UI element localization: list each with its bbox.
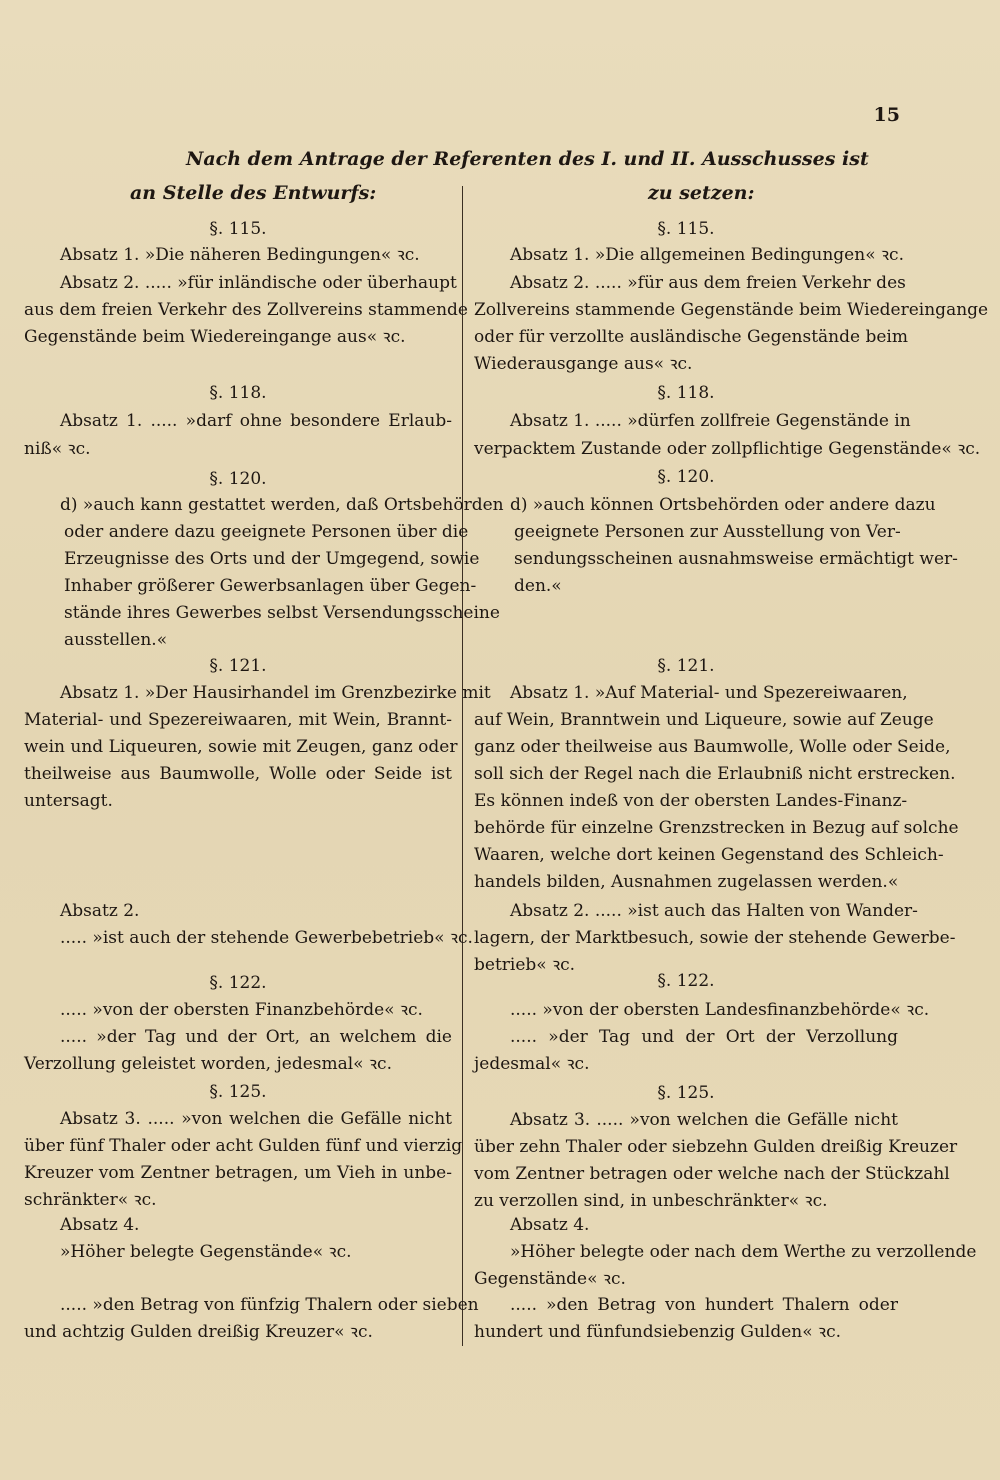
- section-heading: §. 122.: [209, 973, 267, 993]
- text-line: ausstellen.«: [64, 630, 168, 650]
- text-line: soll sich der Regel nach die Erlaubniß nicht erstrecken.: [474, 764, 956, 784]
- text-line: ..... »der Tag und der Ort der Verzollung: [510, 1027, 898, 1047]
- section-heading: §. 118.: [209, 383, 267, 403]
- text-line: d) »auch können Ortsbehörden oder andere dazu: [510, 495, 936, 515]
- text-line: ganz oder theilweise aus Baumwolle, Wolle oder Seide,: [474, 737, 951, 757]
- text-line: Inhaber größerer Gewerbsanlagen über Gegen-: [64, 576, 477, 596]
- text-line: den.«: [514, 576, 562, 596]
- text-line: ..... »ist auch der stehende Gewerbebetrieb« ꝛc.: [60, 928, 473, 948]
- text-line: ..... »von der obersten Landesfinanzbehörde« ꝛc.: [510, 1000, 930, 1020]
- section-heading: §. 122.: [657, 971, 715, 991]
- text-line: aus dem freien Verkehr des Zollvereins stammende: [24, 300, 468, 320]
- text-line: oder andere dazu geeignete Personen über die: [64, 522, 469, 542]
- text-line: Absatz 1. »Die näheren Bedingungen« ꝛc.: [60, 245, 420, 265]
- text-line: jedesmal« ꝛc.: [474, 1054, 590, 1074]
- text-line: hundert und fünfundsiebenzig Gulden« ꝛc.: [474, 1322, 842, 1342]
- text-line: niß« ꝛc.: [24, 439, 91, 459]
- text-line: und achtzig Gulden dreißig Kreuzer« ꝛc.: [24, 1322, 373, 1342]
- text-line: ..... »von der obersten Finanzbehörde« ꝛc.: [60, 1000, 423, 1020]
- text-line: stände ihres Gewerbes selbst Versendungsscheine: [64, 603, 500, 623]
- text-line: »Höher belegte Gegenstände« ꝛc.: [60, 1242, 352, 1262]
- text-line: Absatz 2. ..... »ist auch das Halten von Wander-: [510, 901, 918, 921]
- section-heading: §. 120.: [209, 469, 267, 489]
- text-line: Absatz 1. »Der Hausirhandel im Grenzbezirke mit: [60, 683, 491, 703]
- right-column: [474, 0, 989, 1480]
- left-column-header: an Stelle des Entwurfs:: [130, 182, 377, 204]
- section-heading: §. 115.: [657, 219, 715, 239]
- section-heading: §. 125.: [209, 1082, 267, 1102]
- text-line: Waaren, welche dort keinen Gegenstand des Schleich-: [474, 845, 944, 865]
- text-line: Absatz 1. »Die allgemeinen Bedingungen« ꝛc.: [510, 245, 904, 265]
- text-line: Absatz 2.: [60, 901, 140, 921]
- section-heading: §. 121.: [209, 656, 267, 676]
- text-line: Kreuzer vom Zentner betragen, um Vieh in unbe-: [24, 1163, 452, 1183]
- text-line: theilweise aus Baumwolle, Wolle oder Seide ist: [24, 764, 452, 784]
- section-heading: §. 115.: [209, 219, 267, 239]
- text-line: ..... »den Betrag von fünfzig Thalern oder sieben: [60, 1295, 479, 1315]
- column-divider: [462, 186, 463, 1346]
- text-line: geeignete Personen zur Ausstellung von Ver-: [514, 522, 901, 542]
- text-line: Gegenstände« ꝛc.: [474, 1269, 626, 1289]
- text-line: vom Zentner betragen oder welche nach der Stückzahl: [474, 1164, 950, 1184]
- text-line: behörde für einzelne Grenzstrecken in Bezug auf solche: [474, 818, 959, 838]
- text-line: handels bilden, Ausnahmen zugelassen werden.«: [474, 872, 899, 892]
- text-line: Absatz 1. ..... »dürfen zollfreie Gegenstände in: [510, 411, 911, 431]
- text-line: Es können indeß von der obersten Landes-Finanz-: [474, 791, 908, 811]
- text-line: über fünf Thaler oder acht Gulden fünf und vierzig: [24, 1136, 463, 1156]
- text-line: Absatz 1. ..... »darf ohne besondere Erlaub-: [60, 411, 452, 431]
- text-line: betrieb« ꝛc.: [474, 955, 576, 975]
- text-line: ..... »der Tag und der Ort, an welchem die: [60, 1027, 452, 1047]
- text-line: lagern, der Marktbesuch, sowie der stehende Gewerbe-: [474, 928, 956, 948]
- text-line: oder für verzollte ausländische Gegenstände beim: [474, 327, 908, 347]
- text-line: wein und Liqueuren, sowie mit Zeugen, ganz oder: [24, 737, 458, 757]
- right-column-header: zu setzen:: [648, 182, 755, 204]
- section-heading: §. 120.: [657, 467, 715, 487]
- text-line: untersagt.: [24, 791, 113, 811]
- text-line: »Höher belegte oder nach dem Werthe zu verzollende: [510, 1242, 977, 1262]
- text-line: Wiederausgange aus« ꝛc.: [474, 354, 693, 374]
- text-line: Absatz 2. ..... »für inländische oder überhaupt: [60, 273, 457, 293]
- section-heading: §. 121.: [657, 656, 715, 676]
- text-line: Absatz 4.: [510, 1215, 590, 1235]
- text-line: Absatz 3. ..... »von welchen die Gefälle nicht: [60, 1109, 452, 1129]
- text-line: Zollvereins stammende Gegenstände beim Wiedereingange: [474, 300, 989, 320]
- text-line: Gegenstände beim Wiedereingange aus« ꝛc.: [24, 327, 406, 347]
- page-number: 15: [873, 104, 900, 126]
- text-line: Absatz 1. »Auf Material- und Spezereiwaaren,: [510, 683, 908, 703]
- text-line: zu verzollen sind, in unbeschränkter« ꝛc.: [474, 1191, 828, 1211]
- text-line: Absatz 4.: [60, 1215, 140, 1235]
- section-heading: §. 125.: [657, 1083, 715, 1103]
- text-line: Material- und Spezereiwaaren, mit Wein, Brannt-: [24, 710, 452, 730]
- text-line: Absatz 2. ..... »für aus dem freien Verkehr des: [510, 273, 906, 293]
- text-line: Verzollung geleistet worden, jedesmal« ꝛc.: [24, 1054, 392, 1074]
- text-line: Erzeugnisse des Orts und der Umgegend, sowie: [64, 549, 480, 569]
- text-line: ..... »den Betrag von hundert Thalern oder: [510, 1295, 898, 1315]
- text-line: über zehn Thaler oder siebzehn Gulden dreißig Kreuzer: [474, 1137, 958, 1157]
- left-column: [24, 0, 504, 1480]
- text-line: d) »auch kann gestattet werden, daß Ortsbehörden: [60, 495, 504, 515]
- section-heading: §. 118.: [657, 383, 715, 403]
- text-line: sendungsscheinen ausnahmsweise ermächtigt wer-: [514, 549, 958, 569]
- text-line: verpacktem Zustande oder zollpflichtige Gegenstände« ꝛc.: [474, 439, 981, 459]
- page-heading: Nach dem Antrage der Referenten des I. und II. Ausschusses ist: [186, 148, 869, 170]
- text-line: Absatz 3. ..... »von welchen die Gefälle nicht: [510, 1110, 898, 1130]
- text-line: auf Wein, Branntwein und Liqueure, sowie auf Zeuge: [474, 710, 934, 730]
- text-line: schränkter« ꝛc.: [24, 1190, 157, 1210]
